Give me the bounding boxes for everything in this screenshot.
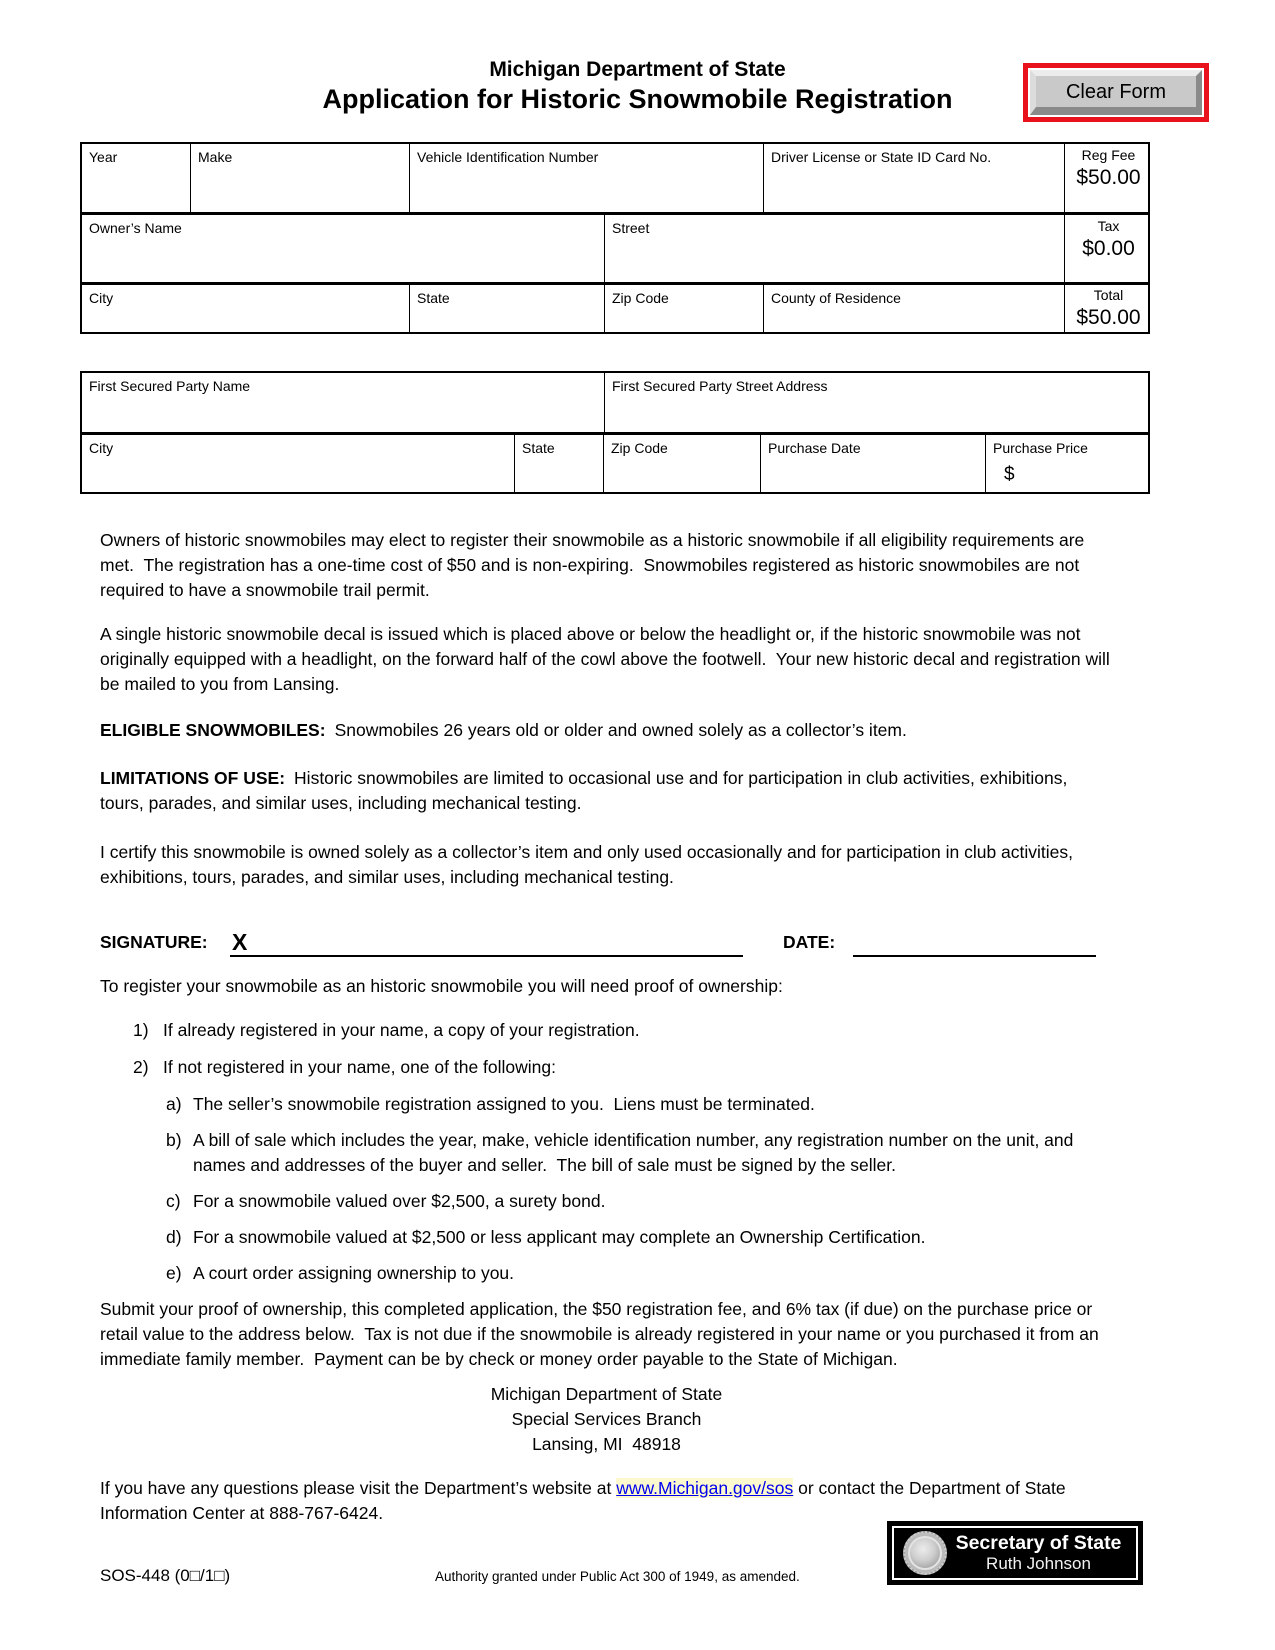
department-title: Michigan Department of State — [489, 58, 786, 81]
page-title: Application for Historic Snowmobile Registration — [322, 84, 953, 114]
list-item-marker: 1) — [133, 1020, 149, 1040]
authority-statement: Authority granted under Public Act 300 of 1949, as amended. — [435, 1569, 800, 1584]
reg-fee-cell — [1065, 144, 1152, 212]
street-field[interactable]: Street — [605, 215, 1065, 282]
owner-name-field[interactable]: Owner’s Name — [82, 215, 605, 282]
clear-form-button[interactable]: Clear Form — [1030, 70, 1202, 115]
vin-field[interactable]: Vehicle Identification Number — [410, 144, 764, 212]
table-row — [82, 285, 1148, 332]
secured-party-city-field[interactable]: City — [82, 435, 515, 492]
questions-text-before: If you have any questions please visit the Department’s website at — [100, 1478, 617, 1498]
proof-of-ownership-list — [100, 1018, 1113, 1286]
reg-fee-value: $50.00 — [1076, 166, 1141, 189]
list-item-text: A court order assigning ownership to you. — [193, 1263, 515, 1283]
list-sub-item — [100, 1225, 1113, 1250]
limitations-of-use-line — [100, 766, 1113, 816]
mailing-address-line: Michigan Department of State — [490, 1384, 723, 1404]
list-sub-item — [100, 1128, 1113, 1178]
list-item-marker: d) — [166, 1227, 182, 1247]
zip-code-field[interactable]: Zip Code — [605, 285, 764, 332]
table-row — [82, 435, 1148, 492]
list-item-text: For a snowmobile valued at $2,500 or less applicant may complete an Ownership Certification. — [193, 1227, 926, 1247]
list-item-text: If not registered in your name, one of the following: — [163, 1057, 557, 1077]
list-item-marker: 2) — [133, 1057, 149, 1077]
list-sub-item — [100, 1261, 1113, 1286]
secured-party-state-field[interactable]: State — [515, 435, 604, 492]
list-item-marker: c) — [166, 1191, 181, 1211]
list-item-text: If already registered in your name, a copy of your registration. — [163, 1020, 640, 1040]
questions-text-after: or contact the Department of State Information Center at 888-767-6424. — [100, 1478, 1071, 1523]
limitations-of-use-text: Historic snowmobiles are limited to occasional use and for participation in club activities, exhibitions, tours, parades, and similar uses, including mechanical testing. — [100, 768, 1073, 813]
eligible-snowmobiles-line — [100, 718, 1113, 743]
limitations-of-use-label: LIMITATIONS OF USE: — [100, 768, 286, 788]
driver-license-field[interactable]: Driver License or State ID Card No. — [764, 144, 1065, 212]
mailing-address — [100, 1382, 1113, 1457]
total-cell — [1065, 285, 1152, 332]
secured-party-name-field[interactable]: First Secured Party Name — [82, 373, 605, 432]
signature-label: SIGNATURE: — [100, 932, 208, 952]
purchase-date-field[interactable]: Purchase Date — [761, 435, 986, 492]
signature-x-mark: X — [232, 929, 248, 955]
list-item — [100, 1018, 1113, 1043]
secured-party-table — [80, 371, 1150, 494]
purchase-price-field[interactable] — [986, 435, 1152, 492]
badge-text — [947, 1532, 1136, 1574]
certification-statement: I certify this snowmobile is owned solely as a collector’s item and only used occasionally and for participation in club activities, exhibitions, tours, parades, and similar uses, including mechanical testing. — [100, 842, 1078, 887]
eligible-snowmobiles-text: Snowmobiles 26 years old or older and owned solely as a collector’s item. — [334, 720, 907, 740]
submit-instructions: Submit your proof of ownership, this completed application, the $50 registration fee, and 6% tax (if due) on the purchase price or retail value to the address below. Tax is not due if the snowmobile is already registered in your name or you purchased it from an immediate family member. Payment can be by check or money order payable to the State of Michigan. — [100, 1299, 1104, 1369]
secured-party-street-field[interactable]: First Secured Party Street Address — [612, 378, 828, 394]
date-label: DATE: — [783, 932, 836, 952]
tax-label: Tax — [1097, 218, 1120, 234]
questions-paragraph — [100, 1476, 1113, 1526]
paragraph-decal-placement: A single historic snowmobile decal is issued which is placed above or below the headlight or, if the historic snowmobile was not originally equipped with a headlight, on the forward half of the cowl above the footwell. Your new historic decal and registration will be mailed to you from Lansing. — [100, 624, 1115, 694]
tax-cell — [1065, 215, 1152, 282]
date-line[interactable] — [853, 927, 1096, 957]
total-value: $50.00 — [1076, 306, 1141, 329]
clear-form-button-frame — [1023, 63, 1209, 122]
year-field[interactable]: Year — [82, 144, 191, 212]
state-seal-icon — [903, 1531, 947, 1575]
make-field[interactable]: Make — [191, 144, 410, 212]
badge-title: Secretary of State — [955, 1532, 1122, 1554]
paragraph-eligibility-overview: Owners of historic snowmobiles may elect to register their snowmobile as a historic snowmobile if all eligibility requirements are met. The registration has a one-time cost of $50 and is non-expiring. Snowmobiles registered as historic snowmobiles are not required to have a snowmobile trail permit. — [100, 530, 1090, 600]
secretary-of-state-badge — [887, 1521, 1143, 1585]
signature-row — [100, 920, 1113, 957]
purchase-price-dollar-prefix: $ — [1004, 464, 1015, 485]
purchase-price-label: Purchase Price — [993, 440, 1088, 456]
list-item-marker: b) — [166, 1130, 182, 1150]
table-row — [82, 144, 1148, 215]
list-item-marker: a) — [166, 1094, 182, 1114]
secured-party-zip-field[interactable]: Zip Code — [604, 435, 761, 492]
list-sub-item — [100, 1092, 1113, 1117]
list-sub-item — [100, 1189, 1113, 1214]
badge-inner-frame — [892, 1526, 1138, 1580]
state-field[interactable]: State — [410, 285, 605, 332]
list-item-text: A bill of sale which includes the year, make, vehicle identification number, any registration number on the unit, and names and addresses of the buyer and seller. The bill of sale must be signed by the seller. — [193, 1130, 1079, 1175]
list-item-text: The seller’s snowmobile registration assigned to you. Liens must be terminated. — [193, 1094, 815, 1114]
mailing-address-line: Special Services Branch — [511, 1409, 702, 1429]
registration-table — [80, 142, 1150, 334]
table-row — [82, 215, 1148, 285]
city-field[interactable]: City — [82, 285, 410, 332]
tax-value: $0.00 — [1082, 237, 1135, 260]
county-of-residence-field[interactable]: County of Residence — [764, 285, 1065, 332]
signature-line[interactable] — [230, 923, 743, 957]
proof-of-ownership-intro: To register your snowmobile as an historic snowmobile you will need proof of ownership: — [100, 976, 783, 996]
form-number: SOS-448 (0□/1□) — [100, 1566, 231, 1585]
total-label: Total — [1093, 287, 1124, 303]
form-body — [100, 528, 1113, 1526]
list-item-text: For a snowmobile valued over $2,500, a surety bond. — [193, 1191, 606, 1211]
mailing-address-line: Lansing, MI 48918 — [532, 1434, 681, 1454]
badge-name: Ruth Johnson — [986, 1554, 1091, 1573]
list-item-marker: e) — [166, 1263, 182, 1283]
reg-fee-label: Reg Fee — [1081, 147, 1136, 163]
table-row — [82, 373, 1148, 435]
eligible-snowmobiles-label: ELIGIBLE SNOWMOBILES: — [100, 720, 326, 740]
list-item — [100, 1055, 1113, 1080]
website-link[interactable]: www.Michigan.gov/sos — [616, 1478, 794, 1498]
